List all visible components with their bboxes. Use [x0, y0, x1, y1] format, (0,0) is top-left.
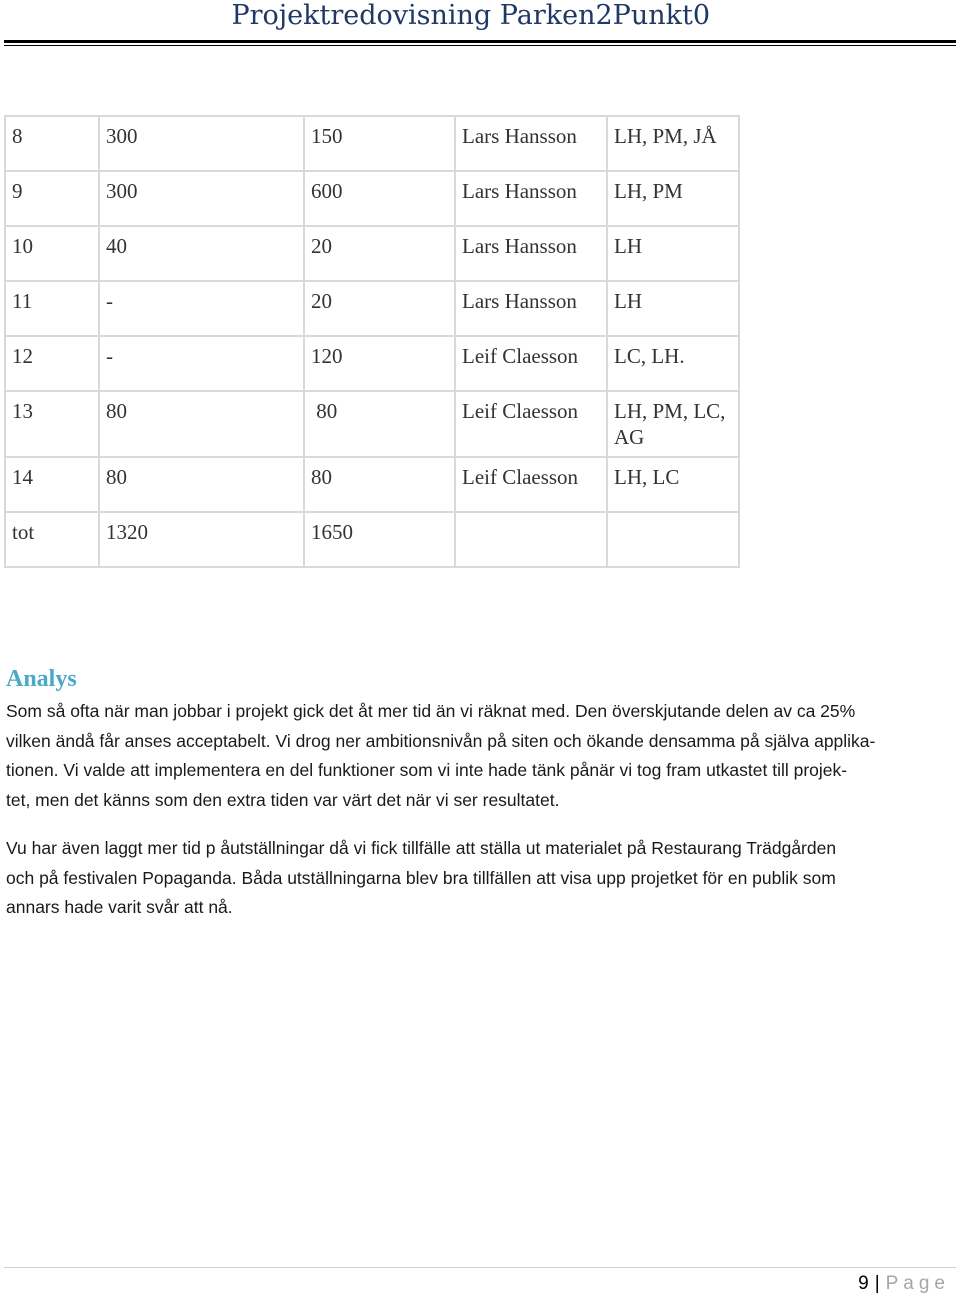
table-cell: LH, LC: [607, 457, 739, 512]
paragraph-line: tet, men det känns som den extra tiden var värt det när vi ser resultatet.: [6, 789, 560, 810]
table-cell: 12: [5, 336, 99, 391]
document-header-title: Projektredovisning Parken2Punkt0: [231, 0, 710, 31]
table-cell: -: [99, 336, 304, 391]
header-rule-thick: [4, 40, 956, 43]
table-cell: 120: [304, 336, 455, 391]
table-row: [5, 391, 739, 457]
table-cell: tot: [5, 512, 99, 567]
table-cell: 300: [99, 116, 304, 171]
table-cell: 11: [5, 281, 99, 336]
header-rule-thin: [4, 45, 956, 46]
table-cell: Leif Claesson: [455, 457, 607, 512]
table-cell: 20: [304, 226, 455, 281]
page-footer: [858, 1271, 950, 1297]
table-row: [5, 226, 739, 281]
table-row: [5, 336, 739, 391]
table-cell: LH: [607, 281, 739, 336]
table-cell: Lars Hansson: [455, 116, 607, 171]
table-cell: 13: [5, 391, 99, 457]
table-cell: 150: [304, 116, 455, 171]
table-cell: [607, 512, 739, 567]
table-cell: [455, 512, 607, 567]
table-cell: 80: [304, 391, 455, 457]
paragraph-line: vilken ändå får anses acceptabelt. Vi drog ner ambitionsnivån på siten och ökande densamma på själva applika-: [6, 730, 876, 751]
table-cell: 14: [5, 457, 99, 512]
table-row: [5, 171, 739, 226]
paragraph-line: Som så ofta när man jobbar i projekt gick det åt mer tid än vi räknat med. Den överskjutande delen av ca 25%: [6, 701, 856, 721]
hours-table: [4, 115, 740, 568]
table-cell: 80: [99, 391, 304, 457]
table-row: [5, 281, 739, 336]
table-row-total: [5, 512, 739, 567]
table-cell: -: [99, 281, 304, 336]
table-cell: Lars Hansson: [455, 226, 607, 281]
section-heading-analys: Analys: [6, 666, 77, 692]
table-cell: 1320: [99, 512, 304, 567]
footer-separator: |: [874, 1273, 880, 1294]
table-cell: LH, PM: [607, 171, 739, 226]
table-cell: 80: [304, 457, 455, 512]
paragraph-line: tionen. Vi valde att implementera en del funktioner som vi inte hade tänk pånär vi tog fram utkastet till projek-: [6, 760, 848, 780]
analysis-paragraph-2: [6, 834, 956, 923]
page-number: 9: [858, 1273, 869, 1294]
table-cell: 10: [5, 226, 99, 281]
footer-rule: [4, 1267, 956, 1268]
table-cell: Leif Claesson: [455, 391, 607, 457]
paragraph-line: Vu har även laggt mer tid p åutställningar då vi fick tillfälle att ställa ut materialet på Restaurang Trädgården: [6, 838, 837, 858]
table-cell: LH, PM, JÅ: [607, 116, 739, 171]
table-cell: 8: [5, 116, 99, 171]
paragraph-line: annars hade varit svår att nå.: [6, 897, 233, 917]
table-cell: Leif Claesson: [455, 336, 607, 391]
table-cell: Lars Hansson: [455, 171, 607, 226]
page-word: Page: [885, 1273, 950, 1294]
table-cell: LC, LH.: [607, 336, 739, 391]
table-cell: 300: [99, 171, 304, 226]
paragraph-line: och på festivalen Popaganda. Båda utställningarna blev bra tillfällen att visa upp projetket för en publik som: [6, 867, 836, 888]
table-cell: 9: [5, 171, 99, 226]
table-cell: 20: [304, 281, 455, 336]
table-cell: LH: [607, 226, 739, 281]
table-cell: Lars Hansson: [455, 281, 607, 336]
table-cell: 1650: [304, 512, 455, 567]
table-cell: LH, PM, LC, AG: [607, 391, 739, 457]
table-row: [5, 457, 739, 512]
table-cell: 80: [99, 457, 304, 512]
table-cell: 40: [99, 226, 304, 281]
table-row: [5, 116, 739, 171]
table-cell: 600: [304, 171, 455, 226]
analysis-paragraph-1: [6, 697, 956, 815]
